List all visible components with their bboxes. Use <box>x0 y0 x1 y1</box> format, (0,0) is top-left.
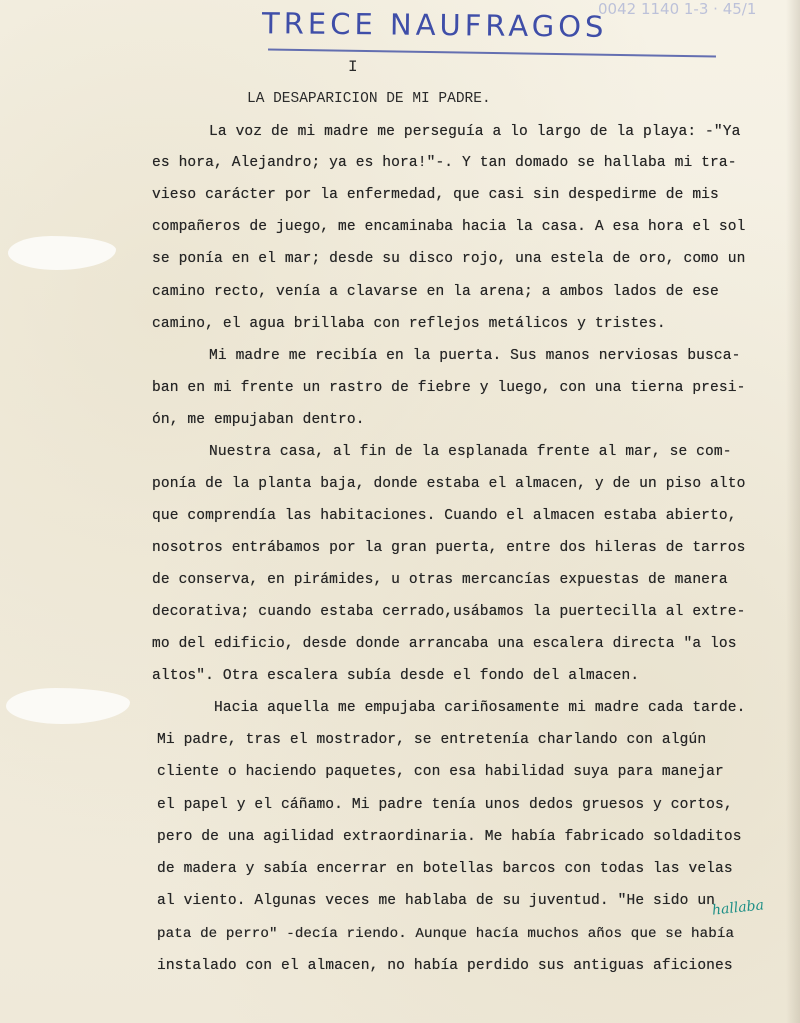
text-line: mo del edificio, desde donde arrancaba una escalera directa "a los <box>152 636 737 652</box>
text-line: Nuestra casa, al fin de la esplanada frente al mar, se com- <box>209 444 732 460</box>
text-line: de conserva, en pirámides, u otras mercancías expuestas de manera <box>152 572 728 588</box>
text-line: Mi padre, tras el mostrador, se entretenía charlando con algún <box>157 732 707 748</box>
handwritten-correction: hallaba <box>711 897 765 919</box>
text-line: el papel y el cáñamo. Mi padre tenía unos dedos gruesos y cortos, <box>157 797 733 813</box>
text-line: ponía de la planta baja, donde estaba el almacen, y de un piso alto <box>152 476 746 492</box>
page-edge-shadow <box>786 0 800 1023</box>
text-line: de madera y sabía encerrar en botellas barcos con todas las velas <box>157 861 733 877</box>
text-line: al viento. Algunas veces me hablaba de su juventud. "He sido un <box>157 893 716 909</box>
text-line: instalado con el almacen, no había perdido sus antiguas aficiones <box>157 958 733 974</box>
handwritten-title: TRECE NAUFRAGOS <box>261 6 608 44</box>
text-line: compañeros de juego, me encaminaba hacia la casa. A esa hora el sol <box>152 219 746 235</box>
chapter-number: I <box>348 58 358 76</box>
archive-code: 0042 1140 1-3 · 45/1 <box>598 0 757 18</box>
paper-tear-upper <box>8 236 116 270</box>
text-line: altos". Otra escalera subía desde el fondo del almacen. <box>152 668 640 684</box>
text-line: pata de perro" -decía riendo. Aunque hacía muchos años que se había <box>157 926 735 942</box>
text-line: camino, el agua brillaba con reflejos metálicos y tristes. <box>152 316 666 332</box>
title-underline <box>268 48 716 57</box>
text-line: La voz de mi madre me perseguía a lo largo de la playa: -"Ya <box>209 124 741 140</box>
text-line: Mi madre me recibía en la puerta. Sus manos nerviosas busca- <box>209 348 741 364</box>
text-line: cliente o haciendo paquetes, con esa habilidad suya para manejar <box>157 764 724 780</box>
text-line: ón, me empujaban dentro. <box>152 412 365 428</box>
paper-tear-lower <box>6 688 130 724</box>
chapter-heading: LA DESAPARICION DE MI PADRE. <box>247 91 491 107</box>
text-line: ban en mi frente un rastro de fiebre y luego, con una tierna presi- <box>152 380 746 396</box>
text-line: Hacia aquella me empujaba cariñosamente mi madre cada tarde. <box>214 700 746 716</box>
text-line: vieso carácter por la enfermedad, que casi sin despedirme de mis <box>152 187 719 203</box>
text-line: nosotros entrábamos por la gran puerta, entre dos hileras de tarros <box>152 540 746 556</box>
text-line: decorativa; cuando estaba cerrado,usábamos la puertecilla al extre- <box>152 604 746 620</box>
text-line: pero de una agilidad extraordinaria. Me había fabricado soldaditos <box>157 829 742 845</box>
text-line: se ponía en el mar; desde su disco rojo, una estela de oro, como un <box>152 251 746 267</box>
text-line: que comprendía las habitaciones. Cuando el almacen estaba abierto, <box>152 508 737 524</box>
text-line: es hora, Alejandro; ya es hora!"-. Y tan domado se hallaba mi tra- <box>152 155 737 171</box>
text-line: camino recto, venía a clavarse en la arena; a ambos lados de ese <box>152 284 719 300</box>
